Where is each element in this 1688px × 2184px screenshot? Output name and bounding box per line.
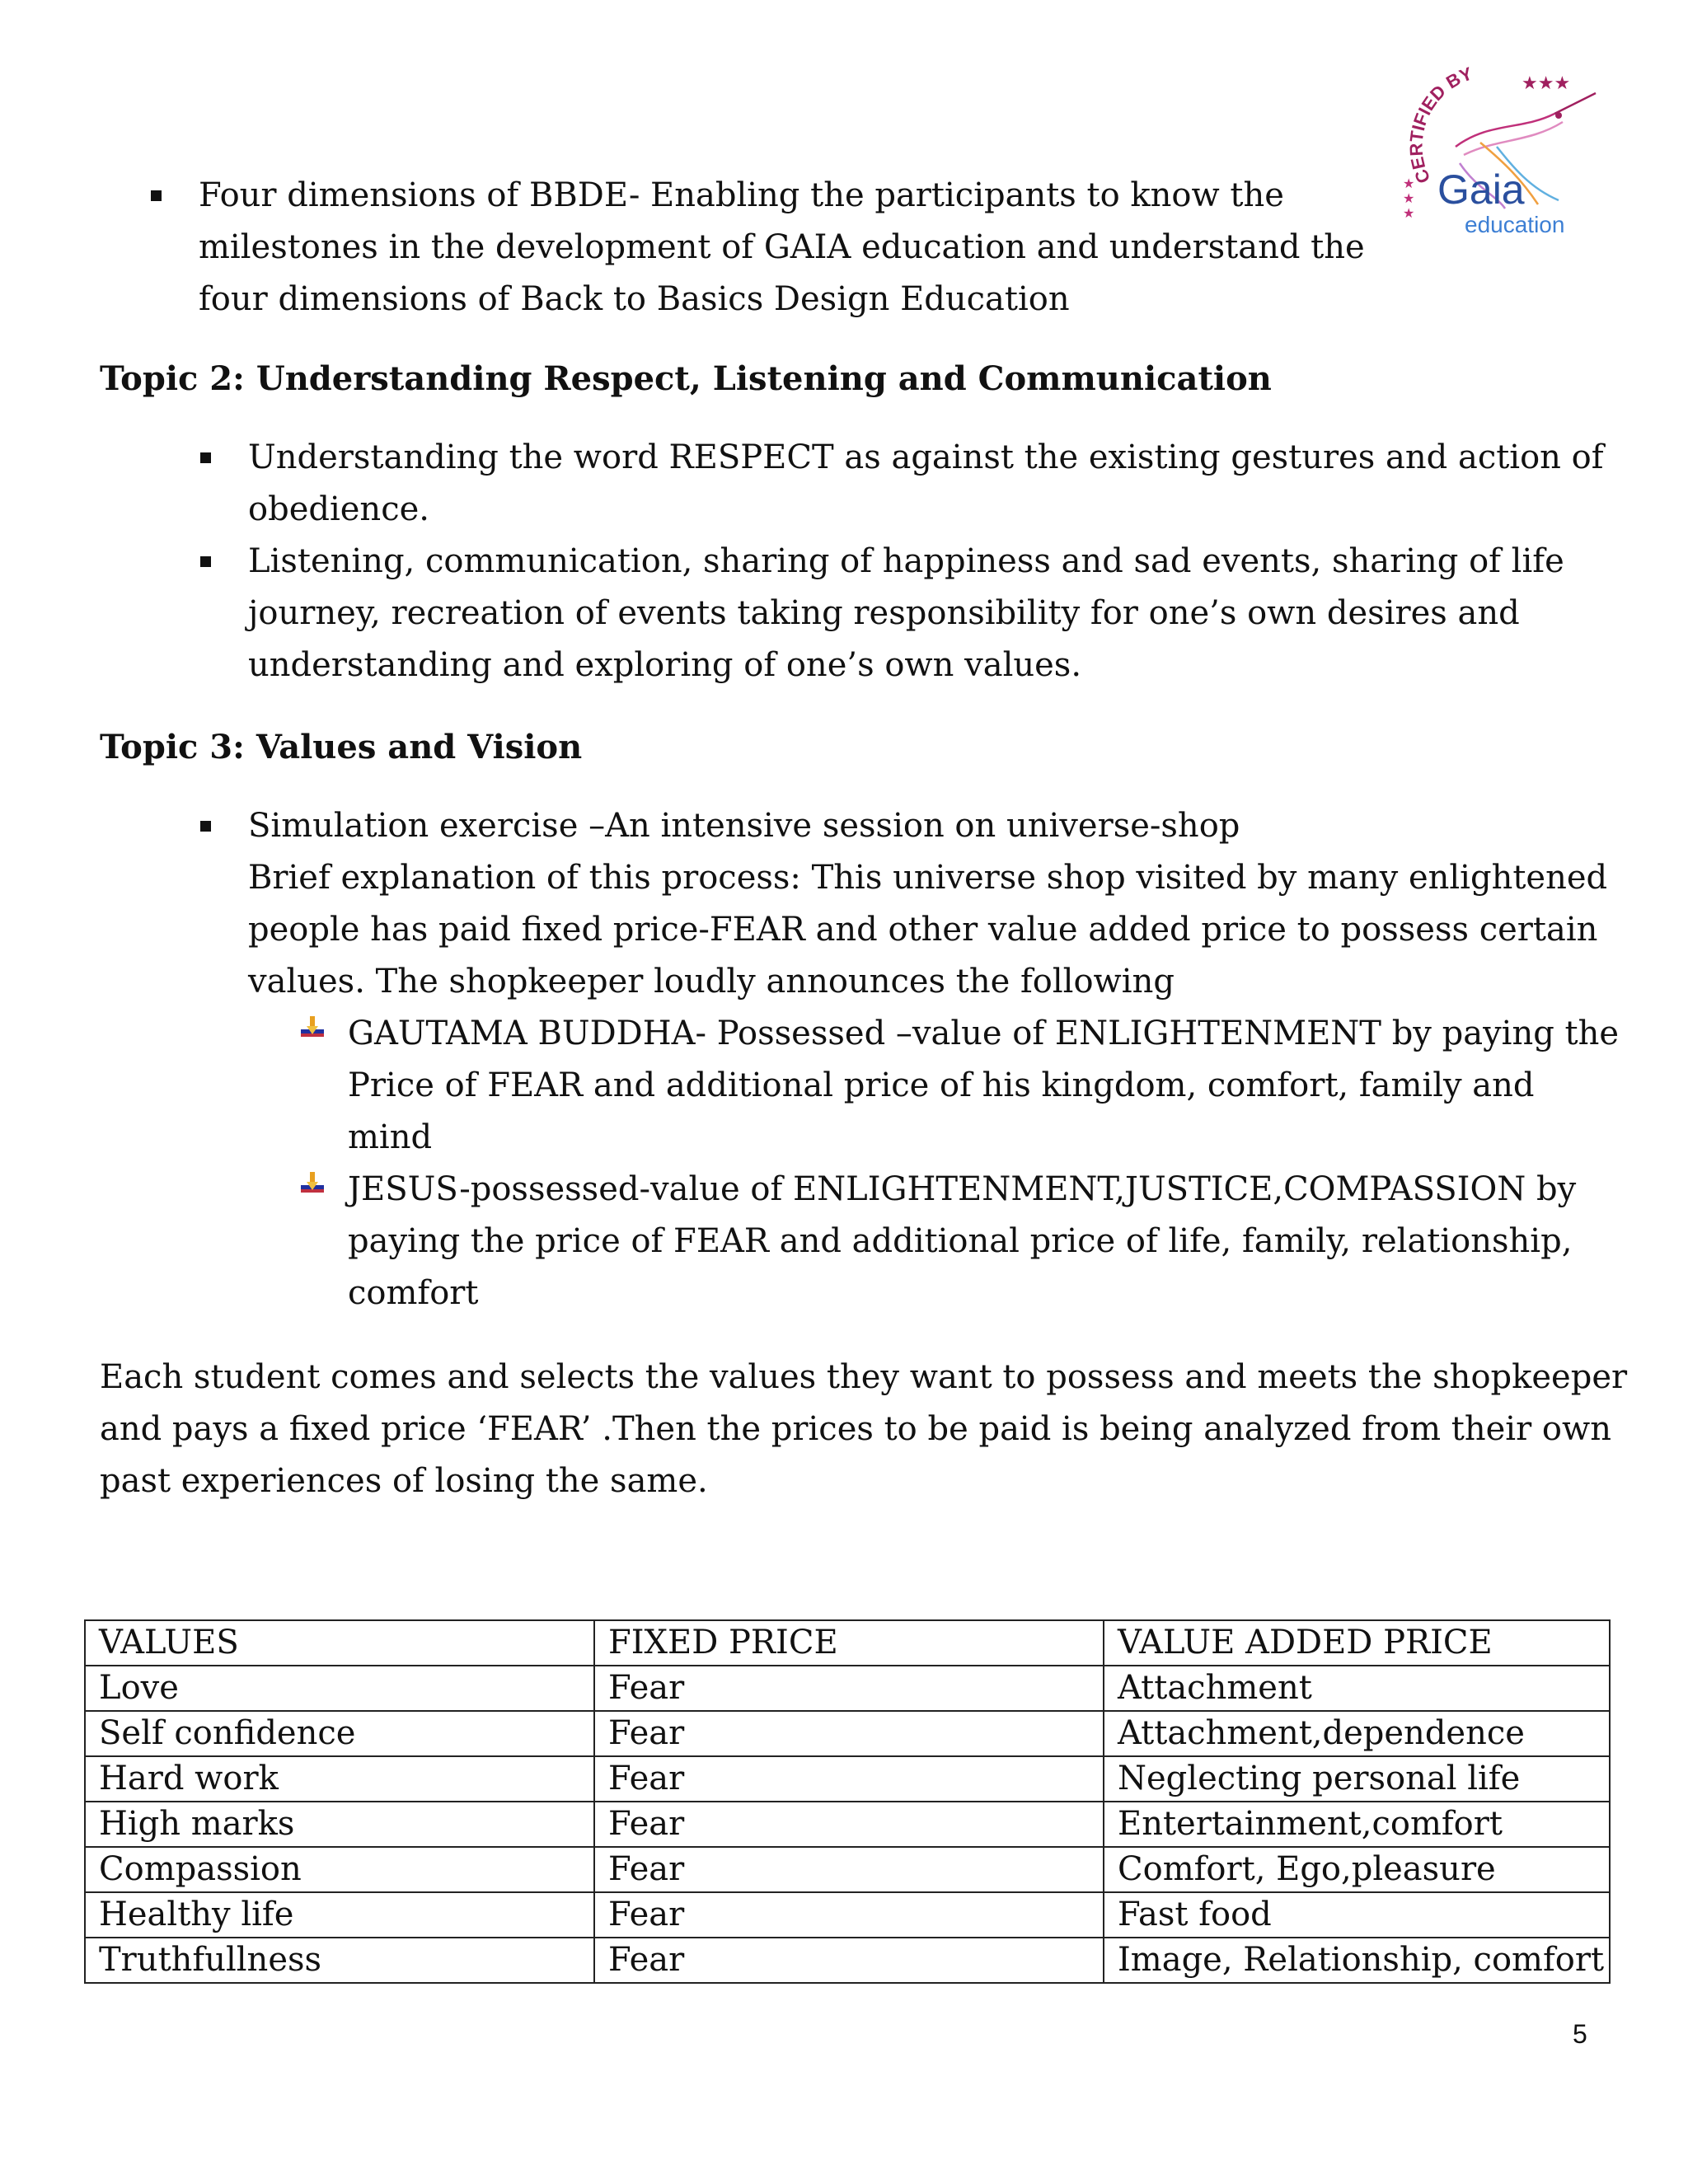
table-cell: High marks	[85, 1802, 594, 1847]
sub-bullet-buddha	[298, 1008, 1619, 1164]
table-row	[85, 1847, 1610, 1892]
table-cell: Attachment,dependence	[1104, 1711, 1610, 1756]
square-bullet-icon	[200, 821, 211, 832]
text-line: Each student comes and selects the values they want to possess and meets the shopkeeper	[100, 1358, 1628, 1396]
text-line: comfort	[348, 1274, 479, 1312]
text-line: paying the price of FEAR and additional price of life, family, relationship,	[348, 1222, 1573, 1260]
text-line: milestones in the development of GAIA education and understand the	[199, 228, 1365, 266]
text-line: obedience.	[248, 490, 429, 528]
table-cell: Comfort, Ego,pleasure	[1104, 1847, 1610, 1892]
table-cell: Fear	[594, 1711, 1104, 1756]
table-cell: Attachment	[1104, 1666, 1610, 1711]
table-cell: Fear	[594, 1802, 1104, 1847]
text-line: Understanding the word RESPECT as against the existing gestures and action of	[248, 438, 1604, 476]
intro-bullet	[151, 170, 1365, 326]
values-price-table	[84, 1619, 1611, 1984]
table-cell: Fear	[594, 1847, 1104, 1892]
topic2-bullet-1	[200, 432, 1604, 536]
table-cell: Fear	[594, 1666, 1104, 1711]
table-cell: Fear	[594, 1756, 1104, 1802]
table-cell: Image, Relationship, comfort	[1104, 1938, 1610, 1983]
logo-brand: Gaia	[1437, 166, 1525, 213]
table-cell: Fear	[594, 1938, 1104, 1983]
table-cell: Hard work	[85, 1756, 594, 1802]
certified-by-arc: CERTIFIED BY	[1405, 64, 1475, 187]
text-line: Simulation exercise –An intensive session on universe-shop	[248, 807, 1240, 845]
text-line: values. The shopkeeper loudly announces the following	[248, 963, 1175, 1001]
table-header-cell: VALUE ADDED PRICE	[1104, 1620, 1610, 1666]
text-line: journey, recreation of events taking responsibility for one’s own desires and	[248, 594, 1520, 632]
topic3-bullet	[200, 800, 1607, 1008]
text-line: Four dimensions of BBDE- Enabling the participants to know the	[199, 176, 1284, 214]
text-line: JESUS-possessed-value of ENLIGHTENMENT,JUSTICE,COMPASSION by	[348, 1170, 1577, 1208]
table-row	[85, 1938, 1610, 1983]
table-cell: Entertainment,comfort	[1104, 1802, 1610, 1847]
table-header-cell: FIXED PRICE	[594, 1620, 1104, 1666]
table-row	[85, 1666, 1610, 1711]
square-bullet-icon	[151, 190, 162, 201]
arrow-bullet-icon	[298, 1170, 326, 1198]
topic3-heading: Topic 3: Values and Vision	[100, 728, 583, 766]
table-row	[85, 1756, 1610, 1802]
table-cell: Neglecting personal life	[1104, 1756, 1610, 1802]
text-line: understanding and exploring of one’s own values.	[248, 646, 1082, 684]
table-cell: Fast food	[1104, 1892, 1610, 1938]
svg-text:★: ★	[1403, 176, 1415, 191]
svg-text:★: ★	[1403, 205, 1415, 221]
text-line: people has paid fixed price-FEAR and other value added price to possess certain	[248, 911, 1598, 949]
text-line: Price of FEAR and additional price of his kingdom, comfort, family and	[348, 1066, 1535, 1104]
text-line: mind	[348, 1118, 433, 1156]
topic2-heading: Topic 2: Understanding Respect, Listening and Communication	[100, 359, 1272, 398]
table-row	[85, 1711, 1610, 1756]
table-cell: Truthfullness	[85, 1938, 594, 1983]
table-header-cell: VALUES	[85, 1620, 594, 1666]
table-cell: Compassion	[85, 1847, 594, 1892]
svg-text:★: ★	[1403, 190, 1415, 206]
text-line: GAUTAMA BUDDHA- Possessed –value of ENLIGHTENMENT by paying the	[348, 1015, 1620, 1052]
table-cell: Fear	[594, 1892, 1104, 1938]
table-cell: Love	[85, 1666, 594, 1711]
arrow-bullet-icon	[298, 1015, 326, 1043]
text-line: four dimensions of Back to Basics Design Education	[199, 280, 1070, 318]
square-bullet-icon	[200, 556, 211, 567]
text-line: and pays a fixed price ‘FEAR’ .Then the prices to be paid is being analyzed from their own	[100, 1410, 1612, 1448]
square-bullet-icon	[200, 452, 211, 463]
table-row	[85, 1892, 1610, 1938]
table-row	[85, 1802, 1610, 1847]
table-header-row	[85, 1620, 1610, 1666]
logo-sub: education	[1465, 212, 1565, 237]
page-number: 5	[1573, 2019, 1587, 2049]
text-line: Brief explanation of this process: This universe shop visited by many enlightened	[248, 859, 1608, 897]
body-paragraph	[100, 1352, 1627, 1507]
text-line: Listening, communication, sharing of happiness and sad events, sharing of life	[248, 542, 1564, 580]
topic2-bullet-2	[200, 536, 1564, 691]
table-cell: Healthy life	[85, 1892, 594, 1938]
text-line: past experiences of losing the same.	[100, 1462, 708, 1500]
table-cell: Self confidence	[85, 1711, 594, 1756]
sub-bullet-jesus	[298, 1164, 1576, 1319]
svg-text:★★★: ★★★	[1522, 73, 1571, 94]
